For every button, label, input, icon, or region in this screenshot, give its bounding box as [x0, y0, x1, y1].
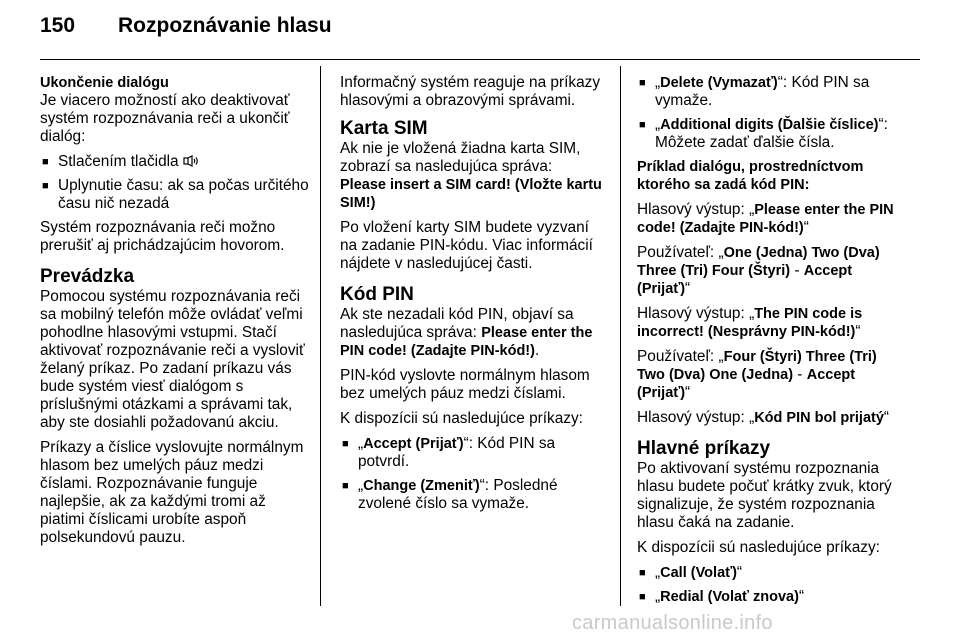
- bullet-list: [40, 153, 310, 213]
- separator: -: [790, 262, 804, 279]
- dialog-text: Accept (Prijať): [637, 263, 853, 297]
- section-heading-main-commands: Hlavné príkazy: [637, 438, 771, 459]
- watermark: carmanualsonline.info: [572, 612, 773, 634]
- paragraph: Systém rozpoznávania reči možno prerušiť aj prichádzajúcim hovorom.: [40, 219, 285, 254]
- command-name: Accept (Prijať): [363, 436, 464, 452]
- quote: „: [749, 201, 755, 218]
- voice-button-icon: [183, 154, 199, 166]
- list-item: [340, 435, 608, 471]
- column-1: [40, 74, 310, 554]
- command-desc: : Kód PIN sa vymaže.: [655, 74, 870, 109]
- dialog-text: Please enter the PIN code! (Zadajte PIN-kód!): [637, 202, 894, 236]
- command-name: Additional digits (Ďalšie číslice): [660, 117, 879, 133]
- message-text: Please insert a SIM card! (Vložte kartu SIM!): [340, 177, 602, 211]
- paragraph: Ak nie je vložená žiadna karta SIM, zobrazí sa nasledujúca správa:: [340, 140, 581, 175]
- text: .: [534, 342, 540, 359]
- section-heading-operation: Prevádzka: [40, 266, 135, 287]
- paragraph: Je viacero možností ako deaktivovať systém rozpoznávania reči a ukončiť dialóg:: [40, 92, 290, 145]
- column-divider: [320, 66, 321, 606]
- quote: “: [685, 384, 691, 401]
- list-item: [637, 564, 907, 582]
- list-item: [637, 116, 907, 152]
- paragraph: K dispozícii sú nasledujúce príkazy:: [637, 539, 880, 556]
- quote: “: [479, 477, 485, 494]
- section-heading-pin: Kód PIN: [340, 284, 414, 305]
- dialog-line: [637, 409, 907, 427]
- quote: “: [878, 116, 884, 133]
- paragraph: Pomocou systému rozpoznávania reči sa mobilný telefón môže ovládať veľmi pohodlne hlasovými vstupmi. Stačí aktivovať rozpoznávanie reči a vysloviť želaný príkaz. Po zadaní príkazu vás bude systém viesť dialógom s príslušnými otázkami a správami tak, aby ste dosiahli požadovanú akciu.: [40, 288, 305, 431]
- quote: „: [655, 116, 661, 133]
- dialog-text: Accept (Prijať): [637, 367, 856, 401]
- quote: „: [718, 348, 724, 365]
- quote: “: [685, 280, 691, 297]
- column-2: [340, 74, 608, 519]
- page-number: 150: [40, 14, 76, 37]
- command-list: [637, 74, 907, 152]
- list-item-text: Stlačením tlačidla: [58, 153, 179, 170]
- dialog-text: One (Jedna) Two (Dva) Three (Tri) Four (Štyri): [637, 245, 880, 279]
- separator: -: [793, 366, 807, 383]
- quote: “: [883, 409, 890, 426]
- quote: „: [358, 477, 364, 494]
- example-heading: Príklad dialógu, prostredníctvom ktorého sa zadá kód PIN:: [637, 159, 864, 193]
- list-item: [40, 153, 310, 171]
- paragraph: Po aktivovaní systému rozpoznania hlasu budete počuť krátky zvuk, ktorý signalizuje, že systém rozpoznania hlasu čaká na zadanie.: [637, 460, 892, 531]
- quote: „: [655, 564, 661, 581]
- command-name: Delete (Vymazať): [660, 75, 778, 91]
- dialog-line: [637, 348, 907, 402]
- page-title: Rozpoznávanie hlasu: [118, 14, 332, 37]
- paragraph: [340, 306, 608, 360]
- command-name: Redial (Volať znova): [660, 589, 799, 605]
- header-rule: [40, 59, 920, 60]
- speaker-label: Hlasový výstup:: [637, 409, 750, 426]
- column-3: [637, 74, 907, 612]
- command-desc: : Môžete zadať ďalšie čísla.: [655, 116, 888, 151]
- command-desc: : Posledné zvolené číslo sa vymaže.: [358, 477, 558, 512]
- message-text: Please enter the PIN code! (Zadajte PIN-kód!): [340, 325, 593, 359]
- speaker-label: Používateľ:: [637, 244, 719, 261]
- paragraph: Informačný systém reaguje na príkazy hlasovými a obrazovými správami.: [340, 74, 601, 109]
- list-item: [637, 588, 907, 606]
- page-header: [40, 14, 920, 50]
- paragraph: Príkazy a číslice vyslovujte normálnym hlasom bez umelých páuz medzi číslami. Rozpoznávanie funguje najlepšie, ak za každými tromi až piatimi číslicami urobíte aspoň polsekundovú pauzu.: [40, 439, 304, 546]
- quote: “: [803, 219, 809, 236]
- quote: “: [463, 435, 469, 452]
- speaker-label: Používateľ:: [637, 348, 719, 365]
- section-heading-end-dialog: Ukončenie dialógu: [40, 75, 169, 91]
- command-list: [340, 435, 608, 513]
- paragraph: Po vložení karty SIM budete vyzvaní na zadanie PIN-kódu. Viac informácií nájdete v nasledujúcej časti.: [340, 219, 593, 272]
- paragraph: K dispozícii sú nasledujúce príkazy:: [340, 410, 583, 427]
- command-list: [637, 564, 907, 606]
- speaker-label: Hlasový výstup:: [637, 201, 750, 218]
- text: Ak ste nezadali kód PIN, objaví sa nasledujúca správa:: [340, 306, 574, 341]
- command-name: Call (Volať): [660, 565, 737, 581]
- column-divider: [620, 66, 621, 606]
- command-name: Change (Zmeniť): [363, 478, 480, 494]
- quote: „: [655, 74, 661, 91]
- quote: “: [777, 74, 783, 91]
- list-item: [637, 74, 907, 110]
- quote: „: [358, 435, 364, 452]
- quote: “: [855, 323, 861, 340]
- quote: „: [749, 409, 755, 426]
- paragraph: PIN-kód vyslovte normálnym hlasom bez umelých páuz medzi číslami.: [340, 367, 590, 402]
- dialog-line: [637, 244, 907, 298]
- quote: „: [655, 588, 661, 605]
- list-item: [340, 477, 608, 513]
- list-item: ■ Uplynutie času: ak sa počas určitého času nič nezadá: [40, 177, 310, 213]
- dialog-text: Kód PIN bol prijatý: [754, 410, 884, 426]
- section-heading-sim: Karta SIM: [340, 118, 428, 139]
- quote: “: [736, 564, 743, 581]
- speaker-label: Hlasový výstup:: [637, 305, 750, 322]
- quote: “: [798, 588, 805, 605]
- dialog-text: The PIN code is incorrect! (Nesprávny PIN-kód!): [637, 306, 863, 340]
- dialog-line: [637, 201, 907, 237]
- quote: „: [718, 244, 724, 261]
- quote: „: [749, 305, 755, 322]
- dialog-text: Four (Štyri) Three (Tri) Two (Dva) One (Jedna): [637, 349, 877, 383]
- command-desc: : Kód PIN sa potvrdí.: [358, 435, 556, 470]
- dialog-line: [637, 305, 907, 341]
